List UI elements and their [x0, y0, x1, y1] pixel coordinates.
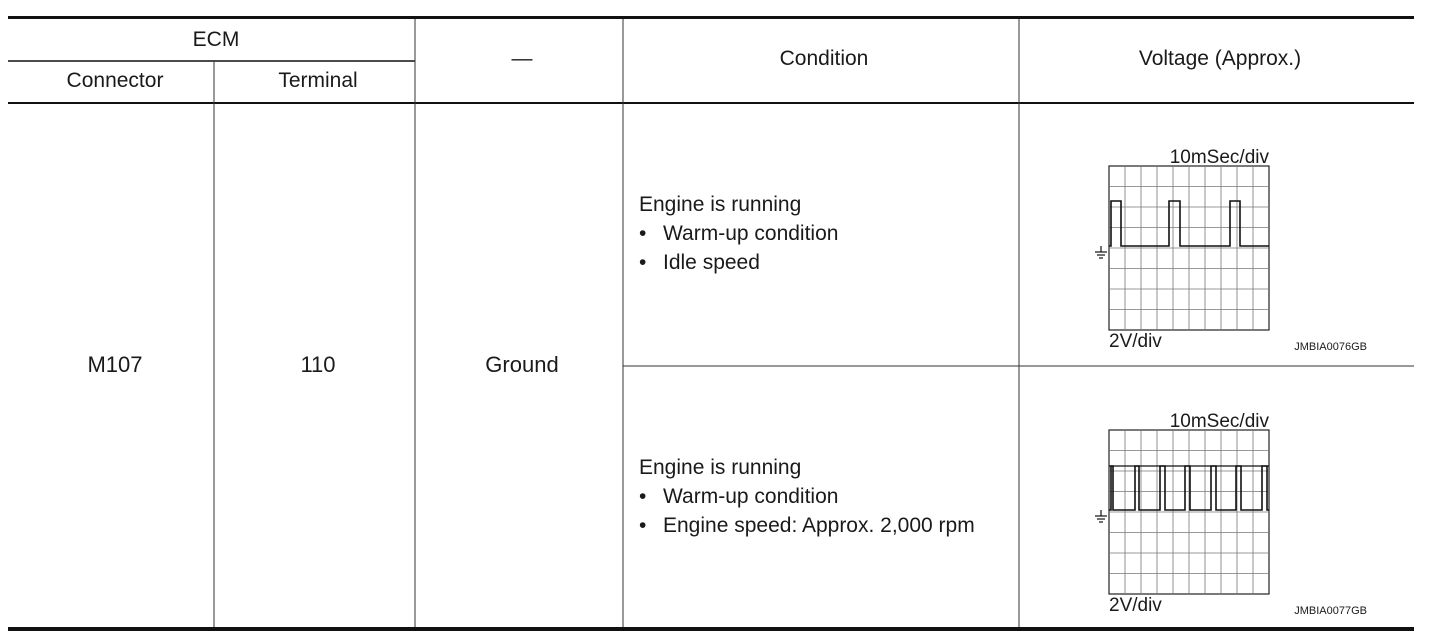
header-bottom-rule — [8, 102, 1414, 104]
header-condition: Condition — [779, 47, 869, 70]
scope-2-time-div: 10mSec/div — [1169, 411, 1269, 432]
oscilloscope-idle — [1095, 147, 1367, 353]
scope-1-image-id: JMBIA0076GB — [1294, 341, 1367, 353]
ground-symbol-icon — [1095, 510, 1107, 522]
header-terminal: Terminal — [278, 69, 358, 92]
condition-2-bullet-1: Warm-up condition — [663, 485, 839, 508]
scope-1-time-div: 10mSec/div — [1169, 147, 1269, 168]
ground-symbol-icon — [1095, 246, 1107, 258]
scope-1-volt-div: 2V/div — [1109, 331, 1162, 352]
condition-2-bullet-1-glyph: • — [639, 485, 647, 508]
table-top-rule — [8, 16, 1414, 19]
condition-1-bullet-2-glyph: • — [639, 251, 647, 274]
scope-grid-2 — [1109, 430, 1269, 594]
cell-terminal: 110 — [300, 352, 336, 377]
condition-1-bullet-1-glyph: • — [639, 222, 647, 245]
condition-1-title: Engine is running — [639, 193, 802, 216]
condition-1-bullet-2: Idle speed — [663, 251, 760, 274]
header-dash: — — [511, 47, 533, 70]
scope-2-volt-div: 2V/div — [1109, 595, 1162, 616]
condition-2-bullet-2-glyph: • — [639, 514, 647, 537]
condition-2-title: Engine is running — [639, 456, 802, 479]
header-ecm: ECM — [192, 28, 240, 51]
header-voltage: Voltage (Approx.) — [1138, 47, 1302, 70]
oscilloscope-2000rpm — [1095, 411, 1367, 617]
condition-2-bullet-2: Engine speed: Approx. 2,000 rpm — [663, 514, 975, 537]
cell-ground: Ground — [485, 352, 559, 377]
condition-1-bullet-1: Warm-up condition — [663, 222, 839, 245]
scope-grid-1 — [1109, 166, 1269, 330]
scope-2-image-id: JMBIA0077GB — [1294, 605, 1367, 617]
cell-connector: M107 — [87, 352, 143, 377]
table-bottom-rule — [8, 627, 1414, 631]
header-connector: Connector — [66, 69, 164, 92]
